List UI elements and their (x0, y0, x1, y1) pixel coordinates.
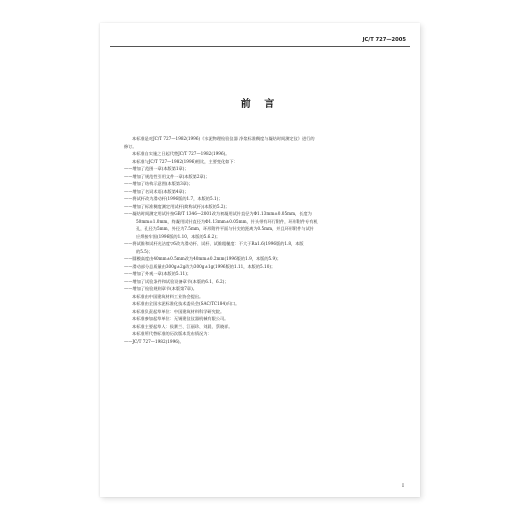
change-item-continued: 孔，孔径为5mm，外径为7.5mm，环形附件平面与针尖的距离为0.5mm，并且环形附件与试针 (136, 226, 314, 231)
paragraph: 本标准主要起草人：侯赛兰、江丽珍、刘晨、蔡晓祥。 (132, 323, 233, 329)
change-item: ——增加了范围一章(本版第1章)； (124, 166, 189, 171)
change-item: ——增加了规范性引用文件一章(本版第2章)； (124, 173, 210, 179)
change-item-continued: 应焊接牢固(1996版的1.10，本版的5.6.2)； (136, 233, 221, 239)
foreword-body (124, 135, 404, 345)
change-item: ——增加了试验条件和试验设备章节(本版的6.1、6.2)； (124, 278, 229, 284)
header-rule (110, 46, 410, 47)
paragraph: 本标准与JC/T 727—1982(1996)相比，主要变化如下： (132, 158, 238, 164)
change-item: ——凝结时间测定用试针按GB/T 1346—2001改为初凝用试针直径为Φ1.13mm±0.05mm，长度为 (124, 211, 312, 216)
paragraph: 本标准参加起草单位：无锡建仪仪器机械有限公司。 (132, 316, 229, 321)
change-item: ——滑动部分总质量由300g±2g改为300g±1g(1996版的1.11，本版的5.10)； (124, 263, 276, 269)
change-item: ——增加了外观一章(本版的5.11)； (124, 271, 192, 276)
paragraph: 修订。 (124, 143, 137, 149)
change-item: ——将试锥和试杆光洁度▽6改为滑动杆、试杆、试锥粗糙度：不大于Ra1.6(1996版的1.8，本版 (124, 241, 304, 246)
change-item: ——增加了名词术语(本版第4章)； (124, 188, 189, 194)
paragraph: 本标准由全国水泥标准化技术委员会(SAC/TC184)归口。 (132, 301, 240, 306)
paragraph: 本标准所代替标准的历次版本发布情况为： (132, 331, 212, 336)
page-number: I (402, 483, 404, 489)
paragraph: 本标准是对JC/T 727—1982(1996)《水泥物理检验仪器 净浆标准稠度与凝结时间测定仪》进行的 (132, 136, 315, 141)
document-page (100, 23, 420, 497)
paragraph: 本标准负责起草单位：中国建筑材料科学研究院。 (132, 308, 225, 314)
paragraph: 本标准自实施之日起代替JC/T 727—1982(1996)。 (132, 151, 230, 156)
page-title: 前 言 (240, 99, 280, 110)
change-item: ——将试杆改为滑动杆(1996版的1.7，本版的5.1)； (124, 196, 223, 201)
change-item-continued: 50mm±1.0mm，终凝用试针直径为Φ1.13mm±0.05mm，针头带有环行附件，环形附件专有机 (136, 218, 318, 224)
paragraph: 本标准由中国建筑材料工业协会提出。 (132, 293, 204, 299)
change-item: ——圆模高度由40mm±0.5mm改为40mm±0.2mm(1996版的1.9，本版的5.9)； (124, 256, 282, 261)
change-item: ——增加了结构示意图(本版第3章)； (124, 181, 193, 186)
change-item: ——增加了检验规则章节(本版第7章)。 (124, 286, 197, 291)
change-item-continued: 的5.5)； (136, 248, 153, 254)
change-item: ——增加了标准稠度测定用试杆(简称试杆)(本版的5.2)； (124, 203, 230, 209)
standard-code: JC/T 727—2005 (362, 37, 406, 43)
change-item: ——JC/T 727—1982(1996)。 (124, 338, 184, 344)
